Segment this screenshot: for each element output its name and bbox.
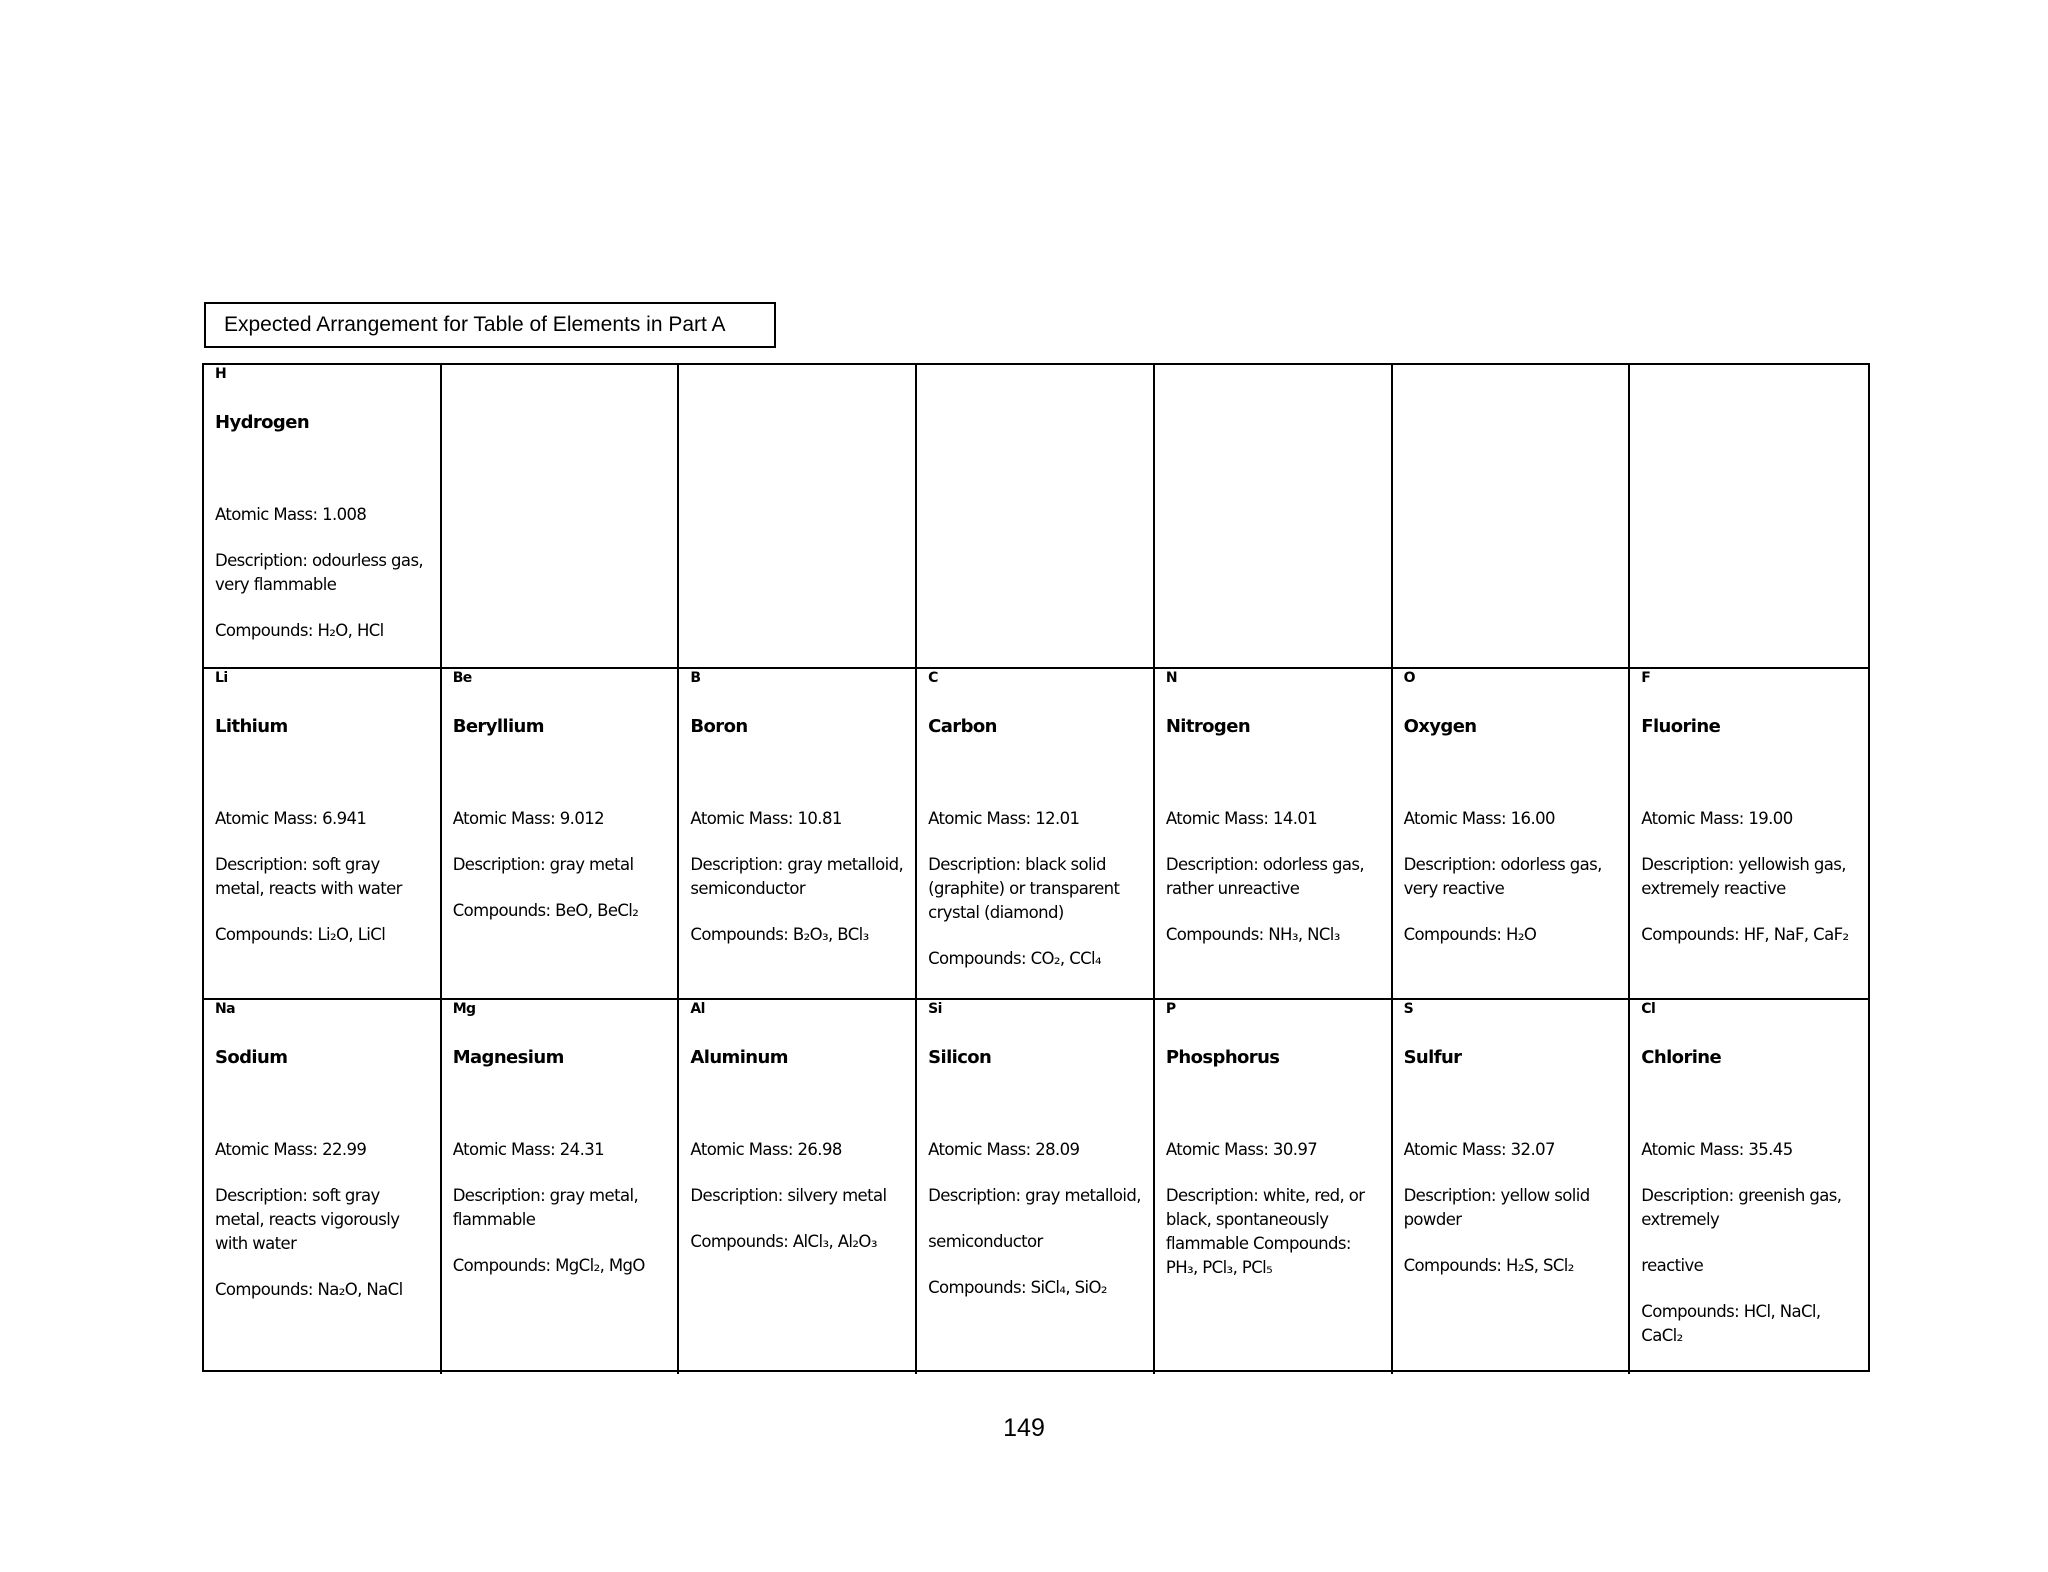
element-name: Aluminum (690, 1047, 788, 1068)
element-description: Description: black solid (graphite) or transparent crystal (diamond) (928, 855, 1120, 922)
element-cell (204, 365, 442, 669)
atomic-mass: Atomic Mass: 22.99 (215, 1140, 367, 1159)
element-cell (204, 1000, 442, 1374)
element-name: Hydrogen (215, 412, 310, 433)
element-symbol: Li (215, 670, 228, 686)
element-cell (679, 365, 917, 669)
element-compounds: Compounds: H₂S, SCl₂ (1403, 1256, 1574, 1275)
page-number: 149 (1003, 1414, 1045, 1442)
element-compounds: Compounds: SiCl₄, SiO₂ (928, 1278, 1107, 1297)
element-description-continued: reactive (1641, 1256, 1704, 1275)
table-caption: Expected Arrangement for Table of Elements in Part A (204, 302, 776, 348)
element-name: Fluorine (1641, 716, 1721, 737)
element-symbol: H (215, 366, 227, 382)
element-symbol: B (690, 670, 701, 686)
element-compounds: Compounds: CO₂, CCl₄ (928, 949, 1102, 968)
element-cell (917, 669, 1155, 1000)
atomic-mass: Atomic Mass: 6.941 (215, 809, 367, 828)
element-compounds: Compounds: Li₂O, LiCl (215, 925, 386, 944)
atomic-mass: Atomic Mass: 12.01 (928, 809, 1080, 828)
element-symbol: P (1165, 1001, 1176, 1017)
element-compounds: Compounds: HF, NaF, CaF₂ (1641, 925, 1849, 944)
element-cell (917, 1000, 1155, 1374)
element-name: Sodium (215, 1047, 288, 1068)
element-symbol: C (928, 670, 938, 686)
atomic-mass: Atomic Mass: 26.98 (690, 1140, 842, 1159)
atomic-mass: Atomic Mass: 32.07 (1403, 1140, 1555, 1159)
element-description: Description: greenish gas, extremely (1641, 1186, 1842, 1229)
element-cell (204, 669, 442, 1000)
element-cell (1393, 1000, 1631, 1374)
element-description: Description: yellow solid powder (1403, 1186, 1590, 1229)
element-symbol: Be (452, 670, 472, 686)
element-compounds: Compounds: AlCl₃, Al₂O₃ (690, 1232, 877, 1251)
element-cell (1630, 1000, 1868, 1374)
element-name: Nitrogen (1165, 716, 1251, 737)
element-description: Description: gray metal, flammable (452, 1186, 639, 1229)
element-cell (1393, 365, 1631, 669)
atomic-mass: Atomic Mass: 10.81 (690, 809, 842, 828)
element-symbol: F (1641, 670, 1651, 686)
element-cell (679, 1000, 917, 1374)
element-description: Description: odorless gas, rather unreactive (1165, 855, 1365, 898)
elements-table (202, 363, 1870, 1372)
element-cell (442, 365, 680, 669)
element-symbol: N (1165, 670, 1177, 686)
element-cell (442, 1000, 680, 1374)
element-symbol: O (1403, 670, 1415, 686)
element-name: Lithium (215, 716, 288, 737)
element-cell (679, 669, 917, 1000)
element-cell (1155, 669, 1393, 1000)
atomic-mass: Atomic Mass: 28.09 (928, 1140, 1080, 1159)
atomic-mass: Atomic Mass: 19.00 (1641, 809, 1793, 828)
element-compounds: Compounds: NH₃, NCl₃ (1165, 925, 1340, 944)
element-name: Oxygen (1403, 716, 1477, 737)
element-compounds: Compounds: H₂O (1403, 925, 1537, 944)
atomic-mass: Atomic Mass: 24.31 (452, 1140, 605, 1159)
element-compounds: Compounds: HCl, NaCl, CaCl₂ (1641, 1302, 1821, 1345)
element-description: Description: soft gray metal, reacts with water (215, 855, 402, 898)
element-description: Description: yellowish gas, extremely reactive (1641, 855, 1846, 898)
element-cell (1155, 1000, 1393, 1374)
element-symbol: Cl (1641, 1001, 1656, 1017)
element-description: Description: silvery metal (690, 1186, 887, 1205)
element-name: Carbon (928, 716, 997, 737)
element-name: Silicon (928, 1047, 992, 1068)
element-compounds: Compounds: MgCl₂, MgO (452, 1256, 645, 1275)
atomic-mass: Atomic Mass: 30.97 (1165, 1140, 1318, 1159)
element-symbol: S (1403, 1001, 1414, 1017)
element-description: Description: soft gray metal, reacts vigorously with water (215, 1186, 400, 1253)
element-symbol: Al (690, 1001, 705, 1017)
element-description: Description: gray metal (452, 855, 634, 874)
element-description: Description: gray metalloid, semiconductor (690, 855, 904, 898)
atomic-mass: Atomic Mass: 35.45 (1641, 1140, 1793, 1159)
element-name: Sulfur (1403, 1047, 1462, 1068)
element-name: Boron (690, 716, 748, 737)
element-name: Phosphorus (1165, 1047, 1280, 1068)
element-cell (1630, 669, 1868, 1000)
atomic-mass: Atomic Mass: 1.008 (215, 505, 367, 524)
element-description-continued: semiconductor (928, 1232, 1043, 1251)
element-cell (917, 365, 1155, 669)
element-compounds: Compounds: BeO, BeCl₂ (452, 901, 639, 920)
element-description: Description: odorless gas, very reactive (1403, 855, 1602, 898)
element-cell (1630, 365, 1868, 669)
element-compounds: Compounds: B₂O₃, BCl₃ (690, 925, 869, 944)
element-name: Beryllium (452, 716, 544, 737)
element-symbol: Na (215, 1001, 235, 1017)
element-description: Description: white, red, or black, spontaneously flammable Compounds: PH₃, PCl₃, PCl₅ (1165, 1186, 1365, 1277)
element-description: Description: odourless gas, very flammable (215, 551, 424, 594)
element-cell (1393, 669, 1631, 1000)
element-description: Description: gray metalloid, (928, 1186, 1141, 1205)
element-cell (1155, 365, 1393, 669)
element-cell (442, 669, 680, 1000)
atomic-mass: Atomic Mass: 16.00 (1403, 809, 1555, 828)
element-symbol: Si (928, 1001, 942, 1017)
element-name: Chlorine (1641, 1047, 1722, 1068)
element-compounds: Compounds: Na₂O, NaCl (215, 1280, 403, 1299)
element-compounds: Compounds: H₂O, HCl (215, 621, 384, 640)
atomic-mass: Atomic Mass: 9.012 (452, 809, 605, 828)
element-name: Magnesium (452, 1047, 564, 1068)
element-symbol: Mg (452, 1001, 476, 1017)
atomic-mass: Atomic Mass: 14.01 (1165, 809, 1318, 828)
